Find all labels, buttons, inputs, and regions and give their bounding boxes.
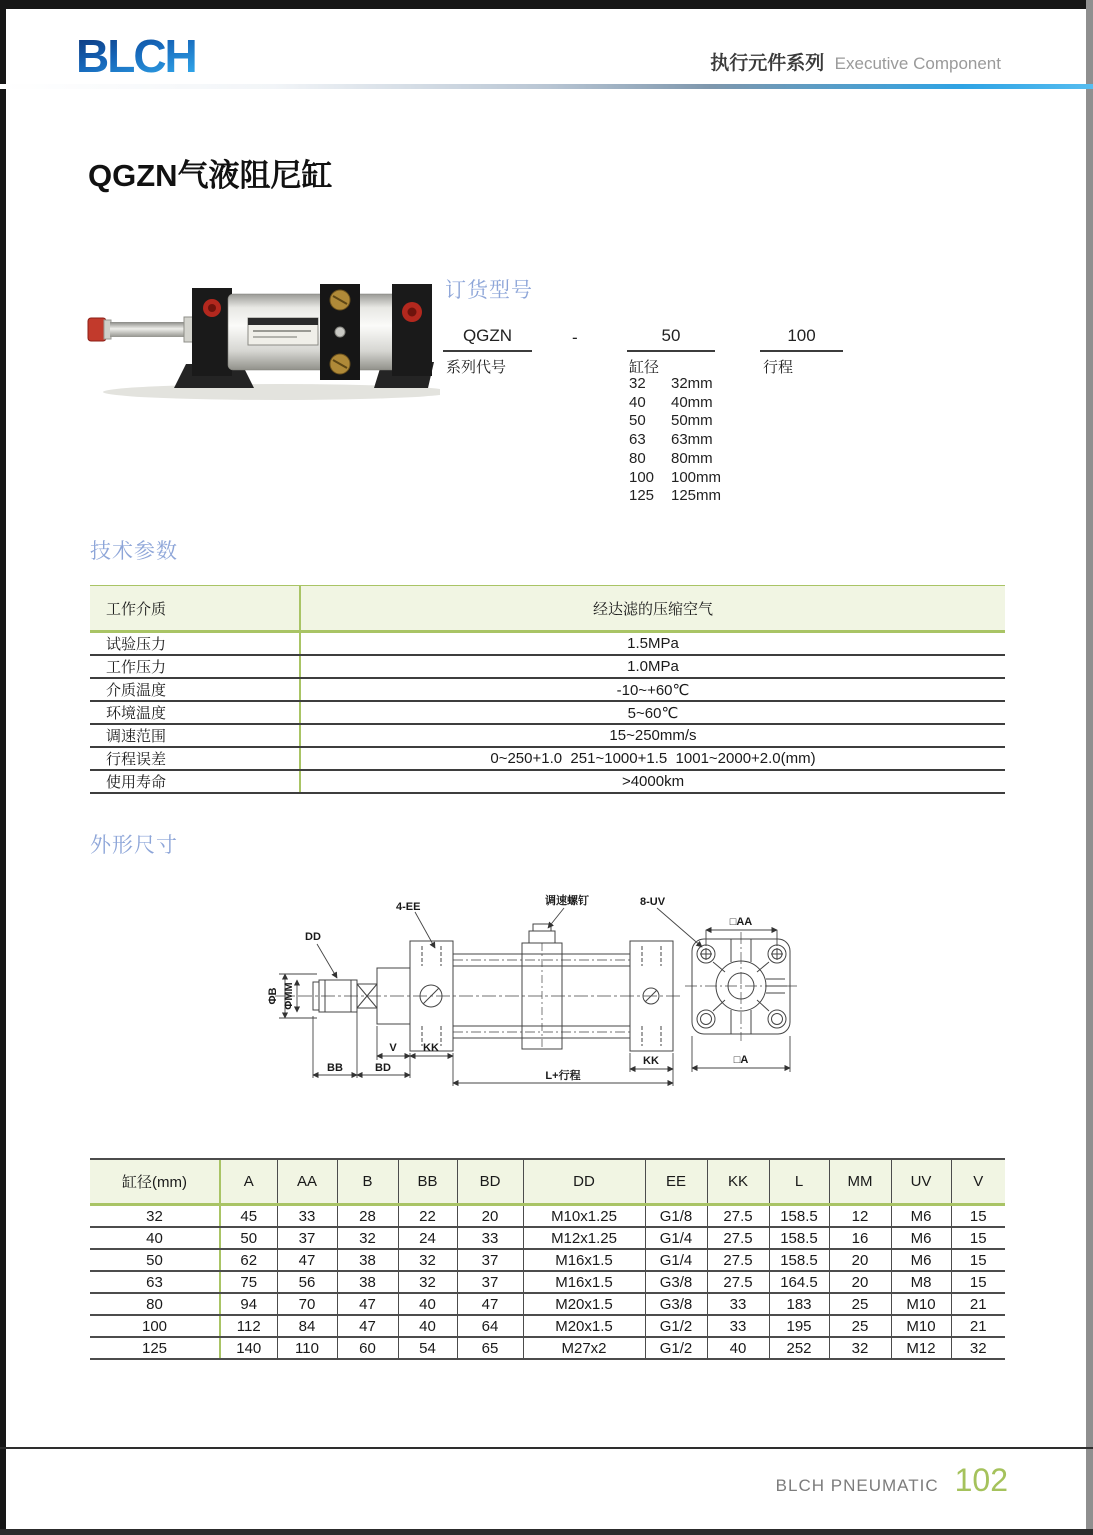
bore-option-size: 40mm [671, 393, 713, 411]
model-stroke-code: 100 [760, 326, 843, 352]
model-dash: - [572, 328, 578, 347]
dim-table-cell: 20 [829, 1271, 891, 1293]
dim-table-cell: G3/8 [645, 1293, 707, 1315]
dim-table-cell: 50 [220, 1227, 277, 1249]
dim-table-cell: 33 [707, 1315, 769, 1337]
piston-rod [110, 322, 190, 337]
tech-param-row [90, 586, 1005, 632]
bore-option-code: 100 [629, 468, 655, 486]
dim-table-cell: 28 [337, 1205, 398, 1228]
tech-params-heading: 技术参数 [90, 540, 178, 563]
blch-logo-text: BLCH [76, 30, 196, 82]
bore-option-code: 80 [629, 449, 646, 467]
dim-table-row [90, 1315, 1005, 1337]
dim-table-cell: 21 [951, 1315, 1005, 1337]
dim-table-cell: 38 [337, 1271, 398, 1293]
dim-table-cell: 15 [951, 1227, 1005, 1249]
dim-table-cell: 32 [337, 1227, 398, 1249]
bore-label: 缸径 [629, 359, 660, 376]
dim-table-cell: 33 [457, 1227, 523, 1249]
tech-param-row [90, 747, 1005, 770]
page-edge-top [0, 0, 1093, 9]
dim-table-row [90, 1293, 1005, 1315]
dim-table-cell: 110 [277, 1337, 337, 1359]
tech-param-row [90, 770, 1005, 793]
bore-option-size: 80mm [671, 449, 713, 467]
tech-param-label: 调速范围 [90, 724, 300, 747]
dim-table-cell: M6 [891, 1205, 951, 1228]
tech-param-row [90, 701, 1005, 724]
rod-red-tip [88, 318, 106, 341]
bore-option-size: 63mm [671, 431, 713, 449]
dim-table-row [90, 1227, 1005, 1249]
dim-table-cell: 20 [457, 1205, 523, 1228]
dim-table-row [90, 1205, 1005, 1228]
dim-table-cell: 183 [769, 1293, 829, 1315]
dim-table-cell: M27x2 [523, 1337, 645, 1359]
dim-table-row [90, 1249, 1005, 1271]
dim-table-cell: 15 [951, 1205, 1005, 1228]
dim-table-cell: M10 [891, 1293, 951, 1315]
tech-param-value: 经达滤的压缩空气 [300, 586, 1005, 632]
product-photo [78, 260, 440, 408]
dim-table-cell: 15 [951, 1249, 1005, 1271]
dim-table-cell: 94 [220, 1293, 277, 1315]
model-series-code: QGZN [443, 326, 532, 352]
dim-table-row [90, 1271, 1005, 1293]
dim-table-cell: G1/4 [645, 1249, 707, 1271]
dim-table-cell: 62 [220, 1249, 277, 1271]
dim-table-cell: 56 [277, 1271, 337, 1293]
dim-table-cell: 70 [277, 1293, 337, 1315]
dim-table-cell: 37 [457, 1249, 523, 1271]
dim-table-cell: 38 [337, 1249, 398, 1271]
dim-table-cell: 45 [220, 1205, 277, 1228]
bore-option-size: 100mm [671, 468, 722, 486]
dim-table-cell: 32 [90, 1205, 220, 1228]
tech-param-value: 5~60℃ [300, 701, 1005, 724]
bore-option [629, 394, 721, 413]
tech-params-table [90, 585, 1005, 794]
dim-table-cell: M6 [891, 1249, 951, 1271]
tech-param-value: >4000km [300, 770, 1005, 793]
tech-param-value: 1.0MPa [300, 655, 1005, 678]
footer-rule [0, 1447, 1093, 1449]
bore-options [629, 375, 721, 506]
bore-option-size: 50mm [671, 412, 713, 430]
dim-label-aa: □AA [729, 916, 753, 928]
stroke-label: 行程 [763, 359, 794, 376]
dim-table-cell: 25 [829, 1293, 891, 1315]
tech-param-row [90, 632, 1005, 656]
dim-table-cell: 20 [829, 1249, 891, 1271]
dim-label-speed-screw: 调速螺钉 [545, 895, 589, 907]
model-bore-code: 50 [627, 326, 715, 352]
dim-table-cell: 25 [829, 1315, 891, 1337]
dim-col-header: 缸径(mm) [90, 1159, 220, 1205]
dim-table-row [90, 1337, 1005, 1359]
dim-table-cell: 15 [951, 1271, 1005, 1293]
tech-param-label: 试验压力 [90, 632, 300, 656]
tech-param-row [90, 655, 1005, 678]
dim-table-cell: M6 [891, 1227, 951, 1249]
dim-table-cell: 40 [90, 1227, 220, 1249]
dim-table-cell: 164.5 [769, 1271, 829, 1293]
header-series [710, 48, 1001, 75]
footer-page-number: 102 [954, 1462, 1008, 1498]
tech-param-label: 使用寿命 [90, 770, 300, 793]
dim-table-cell: 37 [457, 1271, 523, 1293]
dim-table-cell: 47 [277, 1249, 337, 1271]
dim-table-cell: 40 [707, 1337, 769, 1359]
blch-logo [76, 30, 256, 87]
dim-table-cell: 24 [398, 1227, 457, 1249]
dim-table-cell: 84 [277, 1315, 337, 1337]
dim-col-header: DD [523, 1159, 645, 1205]
bore-option-code: 63 [629, 431, 646, 449]
dim-table-cell: 158.5 [769, 1249, 829, 1271]
dim-table-cell: M20x1.5 [523, 1293, 645, 1315]
tech-param-label: 行程误差 [90, 747, 300, 770]
dim-table-cell: 252 [769, 1337, 829, 1359]
dim-table-cell: 27.5 [707, 1271, 769, 1293]
dim-table-cell: 112 [220, 1315, 277, 1337]
dim-col-header: A [220, 1159, 277, 1205]
dim-col-header: V [951, 1159, 1005, 1205]
dim-table-cell: 22 [398, 1205, 457, 1228]
dim-table-cell: 40 [398, 1293, 457, 1315]
dim-table-cell: 47 [337, 1315, 398, 1337]
dim-table-cell: 65 [457, 1337, 523, 1359]
tech-param-value: 0~250+1.0 251~1000+1.5 1001~2000+2.0(mm) [300, 747, 1005, 770]
bore-option-code: 50 [629, 412, 646, 430]
dim-table-cell: 32 [829, 1337, 891, 1359]
dim-table-cell: 158.5 [769, 1205, 829, 1228]
dim-table-cell: M12x1.25 [523, 1227, 645, 1249]
dim-table-cell: G1/4 [645, 1227, 707, 1249]
dim-col-header: L [769, 1159, 829, 1205]
dim-label-bb: BB [327, 1062, 343, 1074]
dim-col-header: EE [645, 1159, 707, 1205]
dim-table-cell: 195 [769, 1315, 829, 1337]
bore-option-code: 32 [629, 375, 646, 392]
series-code-label: 系列代号 [446, 359, 507, 376]
dim-table-cell: 40 [398, 1315, 457, 1337]
rear-head [392, 284, 432, 376]
dimension-drawing [265, 886, 825, 1114]
dim-label-phi-mm: ΦMM [283, 982, 295, 1010]
tech-param-label: 工作压力 [90, 655, 300, 678]
page-edge-left [0, 0, 6, 1535]
bore-option [629, 469, 721, 488]
dim-table-cell: 50 [90, 1249, 220, 1271]
tech-param-label: 环境温度 [90, 701, 300, 724]
dim-table-cell: 158.5 [769, 1227, 829, 1249]
dim-table-cell: 54 [398, 1337, 457, 1359]
tech-param-value: 15~250mm/s [300, 724, 1005, 747]
dim-table-cell: 27.5 [707, 1205, 769, 1228]
dim-col-header: AA [277, 1159, 337, 1205]
dim-table-cell: 100 [90, 1315, 220, 1337]
dim-table-cell: 33 [277, 1205, 337, 1228]
bore-option [629, 375, 721, 394]
dim-label-dd: DD [305, 931, 321, 943]
dim-table-cell: 12 [829, 1205, 891, 1228]
dim-col-header: BB [398, 1159, 457, 1205]
dim-label-phi-b: ΦB [267, 987, 279, 1005]
series-title-zh: 执行元件系列 [710, 53, 825, 74]
bore-option-code: 125 [629, 487, 655, 505]
dim-col-header: MM [829, 1159, 891, 1205]
tech-param-label: 介质温度 [90, 678, 300, 701]
footer-brand: BLCH PNEUMATIC [775, 1476, 939, 1495]
dim-table-cell: 27.5 [707, 1249, 769, 1271]
dim-table-cell: 64 [457, 1315, 523, 1337]
dim-table-cell: M10 [891, 1315, 951, 1337]
dim-table-cell: M16x1.5 [523, 1271, 645, 1293]
dim-table-cell: 27.5 [707, 1227, 769, 1249]
dim-label-l-stroke: L+行程 [545, 1070, 581, 1082]
dim-label-4ee: 4-EE [396, 901, 421, 913]
ordering-heading: 订货型号 [445, 279, 533, 302]
dim-table-cell: 32 [398, 1271, 457, 1293]
footer [776, 1462, 1008, 1499]
dim-table-cell: 47 [337, 1293, 398, 1315]
dim-table-cell: 33 [707, 1293, 769, 1315]
dim-table-cell: M8 [891, 1271, 951, 1293]
dim-table-cell: M16x1.5 [523, 1249, 645, 1271]
dim-table-header-row [90, 1159, 1005, 1205]
dim-table-cell: 140 [220, 1337, 277, 1359]
page-edge-right [1086, 0, 1093, 1535]
bore-option [629, 487, 721, 506]
series-title-en: Executive Component [834, 54, 1001, 73]
dim-table-cell: G3/8 [645, 1271, 707, 1293]
tech-param-label: 工作介质 [90, 586, 300, 632]
dim-label-bd: BD [375, 1062, 391, 1074]
dim-col-header: BD [457, 1159, 523, 1205]
bore-option [629, 412, 721, 431]
dim-table-cell: 75 [220, 1271, 277, 1293]
dim-col-header: B [337, 1159, 398, 1205]
bore-option [629, 450, 721, 469]
dim-label-kk-rear: KK [643, 1055, 659, 1067]
dim-table-cell: 60 [337, 1337, 398, 1359]
bore-option-size: 32mm [671, 375, 713, 392]
bore-option [629, 431, 721, 450]
tech-param-value: 1.5MPa [300, 632, 1005, 656]
header-gradient-rule [0, 84, 1093, 89]
page-edge-bottom [0, 1529, 1093, 1535]
dim-table-cell: G1/2 [645, 1315, 707, 1337]
tech-param-row [90, 678, 1005, 701]
dim-table-cell: G1/8 [645, 1205, 707, 1228]
dim-table-cell: 125 [90, 1337, 220, 1359]
tech-param-value: -10~+60℃ [300, 678, 1005, 701]
dim-table-cell: G1/2 [645, 1337, 707, 1359]
dim-table-cell: 32 [398, 1249, 457, 1271]
bore-option-code: 40 [629, 393, 646, 411]
dimensions-heading: 外形尺寸 [90, 834, 178, 857]
dim-col-header: KK [707, 1159, 769, 1205]
dim-label-kk-front: KK [423, 1042, 439, 1054]
dim-table-cell: 80 [90, 1293, 220, 1315]
dim-table-cell: 21 [951, 1293, 1005, 1315]
dimension-table [90, 1158, 1005, 1360]
dim-table-cell: 32 [951, 1337, 1005, 1359]
dim-label-8uv: 8-UV [640, 896, 666, 908]
tech-param-row [90, 724, 1005, 747]
dim-label-v: V [389, 1042, 397, 1054]
page-title: QGZN气液阻尼缸 [88, 158, 333, 193]
dim-table-cell: M20x1.5 [523, 1315, 645, 1337]
dim-table-cell: 16 [829, 1227, 891, 1249]
dim-table-cell: M10x1.25 [523, 1205, 645, 1228]
bore-option-size: 125mm [671, 487, 722, 505]
dim-col-header: UV [891, 1159, 951, 1205]
dim-table-cell: 47 [457, 1293, 523, 1315]
dim-table-cell: 63 [90, 1271, 220, 1293]
dim-table-cell: M12 [891, 1337, 951, 1359]
dim-label-a: □A [733, 1054, 749, 1066]
dim-table-cell: 37 [277, 1227, 337, 1249]
